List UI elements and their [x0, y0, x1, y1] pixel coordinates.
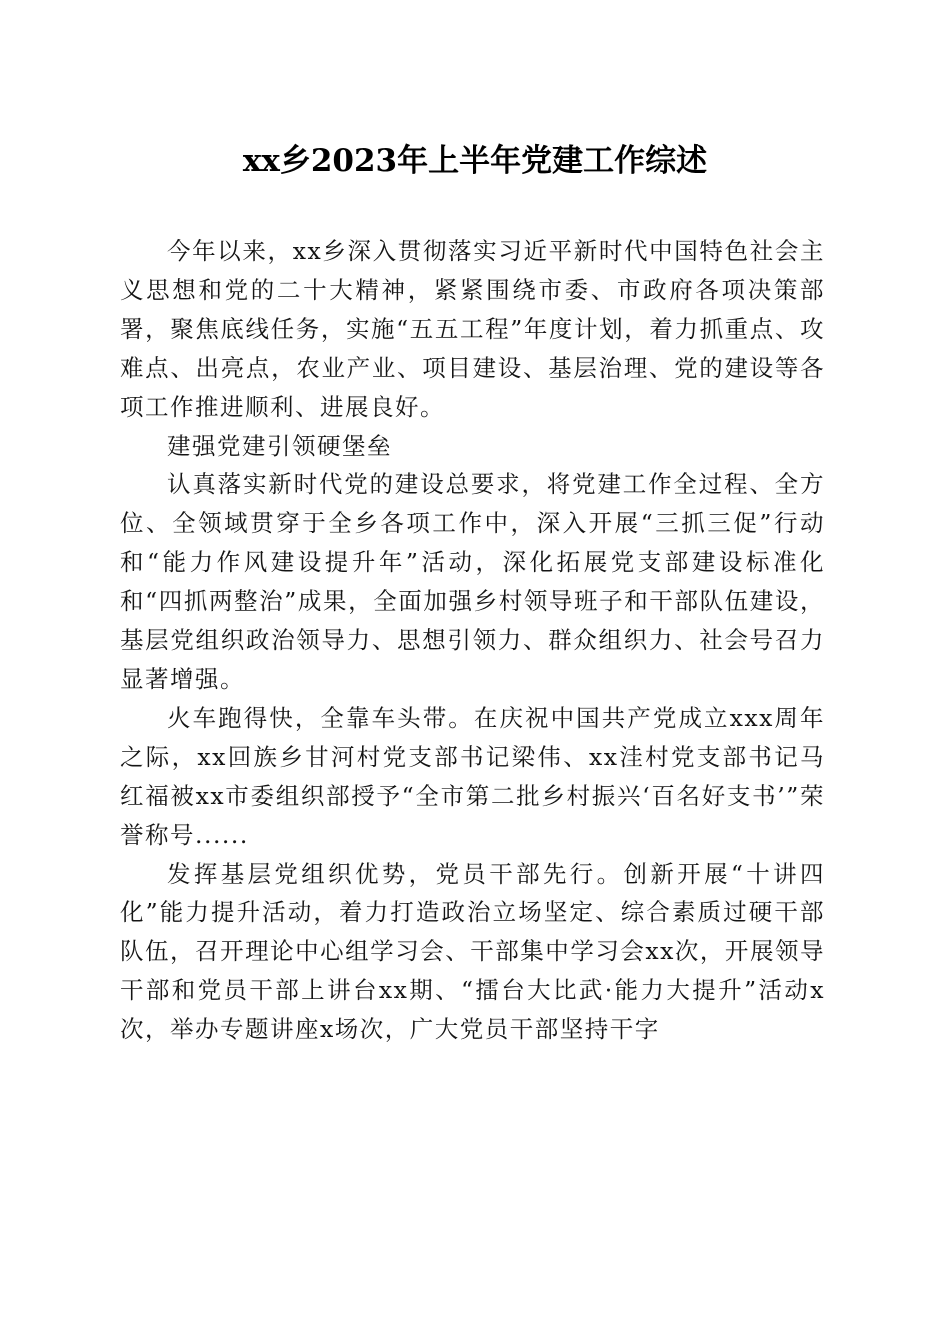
document-body: [120, 232, 825, 1049]
document-title: xx乡2023年上半年党建工作综述: [242, 143, 708, 179]
paragraph-intro: 今年以来，xx乡深入贯彻落实习近平新时代中国特色社会主义思想和党的二十大精神，紧紧围绕市委、市政府各项决策部署，聚焦底线任务，实施“五五工程”年度计划，着力抓重点、攻难点、出亮点，农业产业、项目建设、基层治理、党的建设等各项工作推进顺利、进展良好。: [120, 237, 825, 421]
section-heading: 建强党建引领硬堡垒: [167, 431, 392, 460]
paragraph-party-building: 认真落实新时代党的建设总要求，将党建工作全过程、全方位、全领域贯穿于全乡各项工作中，深入开展“三抓三促”行动和“能力作风建设提升年”活动，深化拓展党支部建设标准化和“四抓两整治”成果，全面加强乡村领导班子和干部队伍建设，基层党组织政治领导力、思想引领力、群众组织力、社会号召力显著增强。: [120, 470, 825, 693]
paragraph-grassroots: 发挥基层党组织优势，党员干部先行。创新开展“十讲四化”能力提升活动，着力打造政治立场坚定、综合素质过硬干部队伍，召开理论中心组学习会、干部集中学习会xx次，开展领导干部和党员干部上讲台xx期、“擂台大比武·能力大提升”活动x次，举办专题讲座x场次，广大党员干部坚持干字: [120, 859, 825, 1044]
paragraph-train-analogy: 火车跑得快，全靠车头带。在庆祝中国共产党成立xxx周年之际，xx回族乡甘河村党支部书记梁伟、xx洼村党支部书记马红福被xx市委组织部授予“全市第二批乡村振兴‘百名好支书’”荣誉称号......: [120, 703, 825, 849]
